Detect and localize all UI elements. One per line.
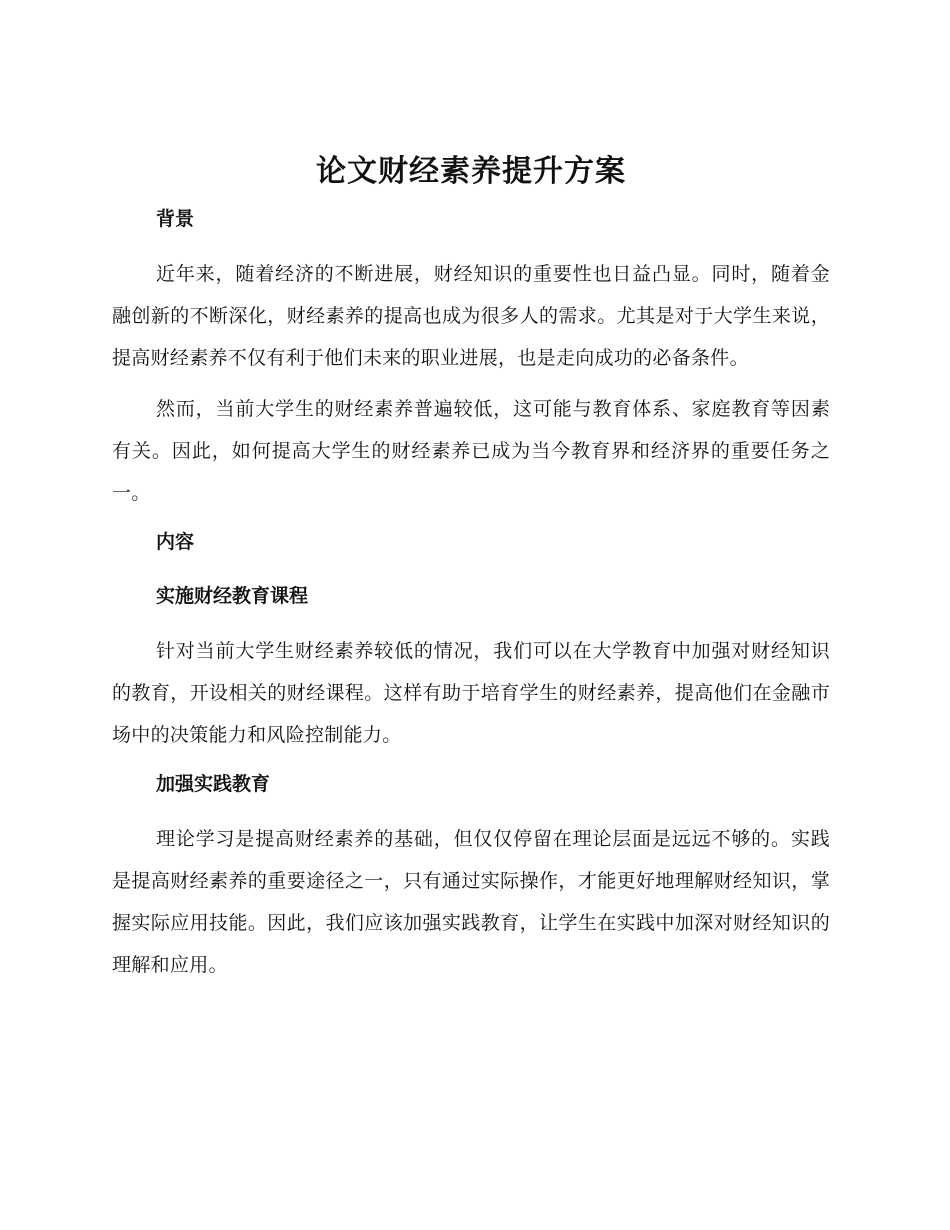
paragraph-finance-courses: 针对当前大学生财经素养较低的情况，我们可以在大学教育中加强对财经知识的教育，开设相关的财经课程。这样有助于培育学生的财经素养，提高他们在金融市场中的决策能力和风险控制能力。: [112, 640, 830, 746]
subsection-heading-practice-education: 加强实践教育: [156, 773, 271, 795]
section-heading-content: 内容: [156, 531, 195, 553]
paragraph-background-2: 然而，当前大学生的财经素养普遍较低，这可能与教育体系、家庭教育等因素有关。因此，如何提高大学生的财经素养已成为当今教育界和经济界的重要任务之一。: [112, 398, 830, 504]
section-heading-background: 背景: [156, 208, 195, 230]
paragraph-practice-education: 理论学习是提高财经素养的基础，但仅仅停留在理论层面是远远不够的。实践是提高财经素养的重要途径之一，只有通过实际操作，才能更好地理解财经知识，掌握实际应用技能。因此，我们应该加强实践教育，让学生在实践中加深对财经知识的理解和应用。: [112, 828, 830, 976]
subsection-heading-finance-courses: 实施财经教育课程: [156, 585, 309, 607]
document-title: 论文财经素养提升方案: [316, 154, 626, 189]
document-page: [112, 148, 830, 986]
paragraph-background-1: 近年来，随着经济的不断进展，财经知识的重要性也日益凸显。同时，随着金融创新的不断深化，财经素养的提高也成为很多人的需求。尤其是对于大学生来说，提高财经素养不仅有利于他们未来的职业进展，也是走向成功的必备条件。: [112, 263, 830, 369]
